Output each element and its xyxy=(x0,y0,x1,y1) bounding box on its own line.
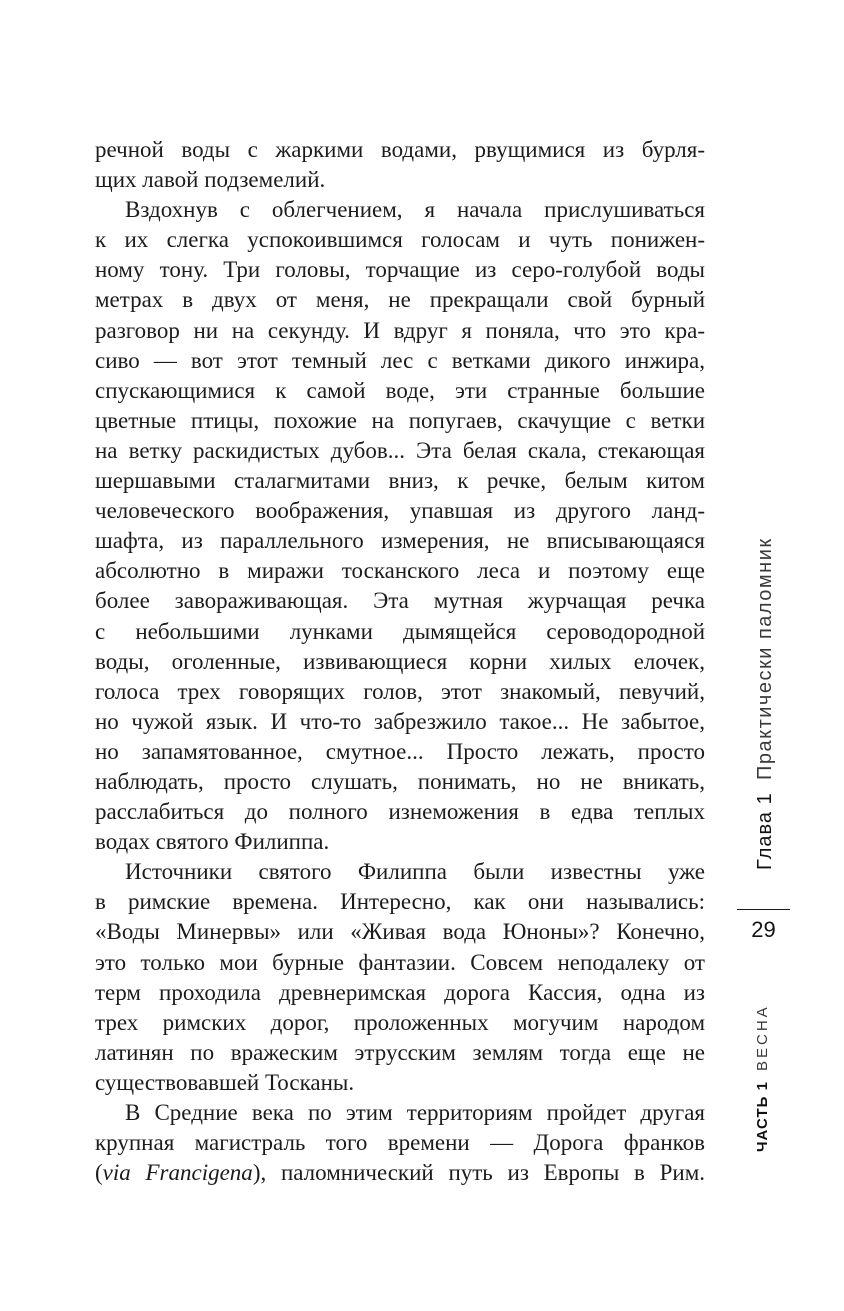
text-line: более завораживающая. Эта мутная журчащая речка xyxy=(95,588,705,614)
text-line: сиво — вот этот темный лес с ветками дикого инжира, xyxy=(95,347,705,373)
text-line: голоса трех говорящих голов, этот знакомый, певучий, xyxy=(95,678,705,704)
running-head-chapter xyxy=(753,530,777,870)
text-line: водах святого Филиппа. xyxy=(95,829,330,855)
text-line xyxy=(95,1158,705,1188)
paragraph xyxy=(95,857,705,1098)
text-line: в римские времена. Интересно, как они назывались: xyxy=(95,889,705,915)
text-line: расслабиться до полного изнеможения в едва теплых xyxy=(95,799,705,825)
part-title: ВЕСНА xyxy=(754,1004,771,1072)
text-line: речной воды с жаркими водами, рвущимися из бурля- xyxy=(95,137,705,162)
text-line: трех римских дорог, проложенных могучим народом xyxy=(95,1009,705,1035)
text-line: латинян по вражеским этрусским землям тогда еще не xyxy=(95,1039,705,1065)
text-line: спускающимися к самой воде, эти странные большие xyxy=(95,377,705,403)
text-line: цветные птицы, похожие на попугаев, скачущие с ветки xyxy=(95,407,705,433)
text-line: В Средние века по этим территориям пройдет другая xyxy=(125,1100,705,1125)
paragraph xyxy=(95,1098,705,1188)
text-line: но чужой язык. И что-то забрезжило такое... Не забытое, xyxy=(95,708,705,734)
text-line: на ветку раскидистых дубов... Эта белая скала, стекающая xyxy=(95,437,705,463)
text-line: «Воды Минервы» или «Живая вода Юноны»? Конечно, xyxy=(95,919,705,945)
text-segment: ), паломнический путь из Европы в Рим. xyxy=(252,1160,706,1186)
text-line: существовавшей Тосканы. xyxy=(95,1069,355,1095)
text-segment: ( xyxy=(95,1160,103,1186)
text-line: ному тону. Три головы, торчащие из серо-голубой воды xyxy=(95,257,705,283)
text-line: абсолютно в миражи тосканского леса и поэтому еще xyxy=(95,558,705,584)
italic-term: via Francigena xyxy=(102,1160,253,1186)
chapter-label: Глава 1 xyxy=(754,792,776,870)
body-text xyxy=(95,135,705,1188)
page-number: 29 xyxy=(751,917,776,942)
text-line: терм проходила древнеримская дорога Кассия, одна из xyxy=(95,979,705,1005)
paragraph xyxy=(95,195,705,857)
chapter-title: Практически паломник xyxy=(754,537,776,781)
page-number-rule xyxy=(737,909,790,910)
text-line: шафта, из параллельного измерения, не вписывающаяся xyxy=(95,528,705,554)
paragraph xyxy=(95,135,705,195)
running-head-part xyxy=(752,990,774,1152)
text-line: метрах в двух от меня, не прекращали свой бурный xyxy=(95,287,705,313)
text-line: крупная магистраль того времени — Дорога франков xyxy=(95,1130,705,1156)
text-line: щих лавой подземелий. xyxy=(95,167,326,193)
text-line: шершавыми сталагмитами вниз, к речке, белым китом xyxy=(95,468,705,494)
text-line: к их слегка успокоившимся голосам и чуть понижен- xyxy=(95,227,705,253)
text-line: Источники святого Филиппа были известны уже xyxy=(125,859,705,885)
text-line: наблюдать, просто слушать, понимать, но не вникать, xyxy=(95,768,705,794)
text-line: человеческого воображения, упавшая из другого ланд- xyxy=(95,498,705,524)
part-label: ЧАСТЬ 1 xyxy=(754,1081,771,1152)
text-line: но запамятованное, смутное... Просто лежать, просто xyxy=(95,738,705,764)
text-line: с небольшими лунками дымящейся сероводородной xyxy=(95,618,705,644)
text-line: воды, оголенные, извивающиеся корни хилых елочек, xyxy=(95,648,705,674)
text-line: разговор ни на секунду. И вдруг я поняла, что это кра- xyxy=(95,317,705,343)
text-line: Вздохнув с облегчением, я начала прислушиваться xyxy=(125,197,705,223)
text-line: это только мои бурные фантазии. Совсем неподалеку от xyxy=(95,949,705,975)
